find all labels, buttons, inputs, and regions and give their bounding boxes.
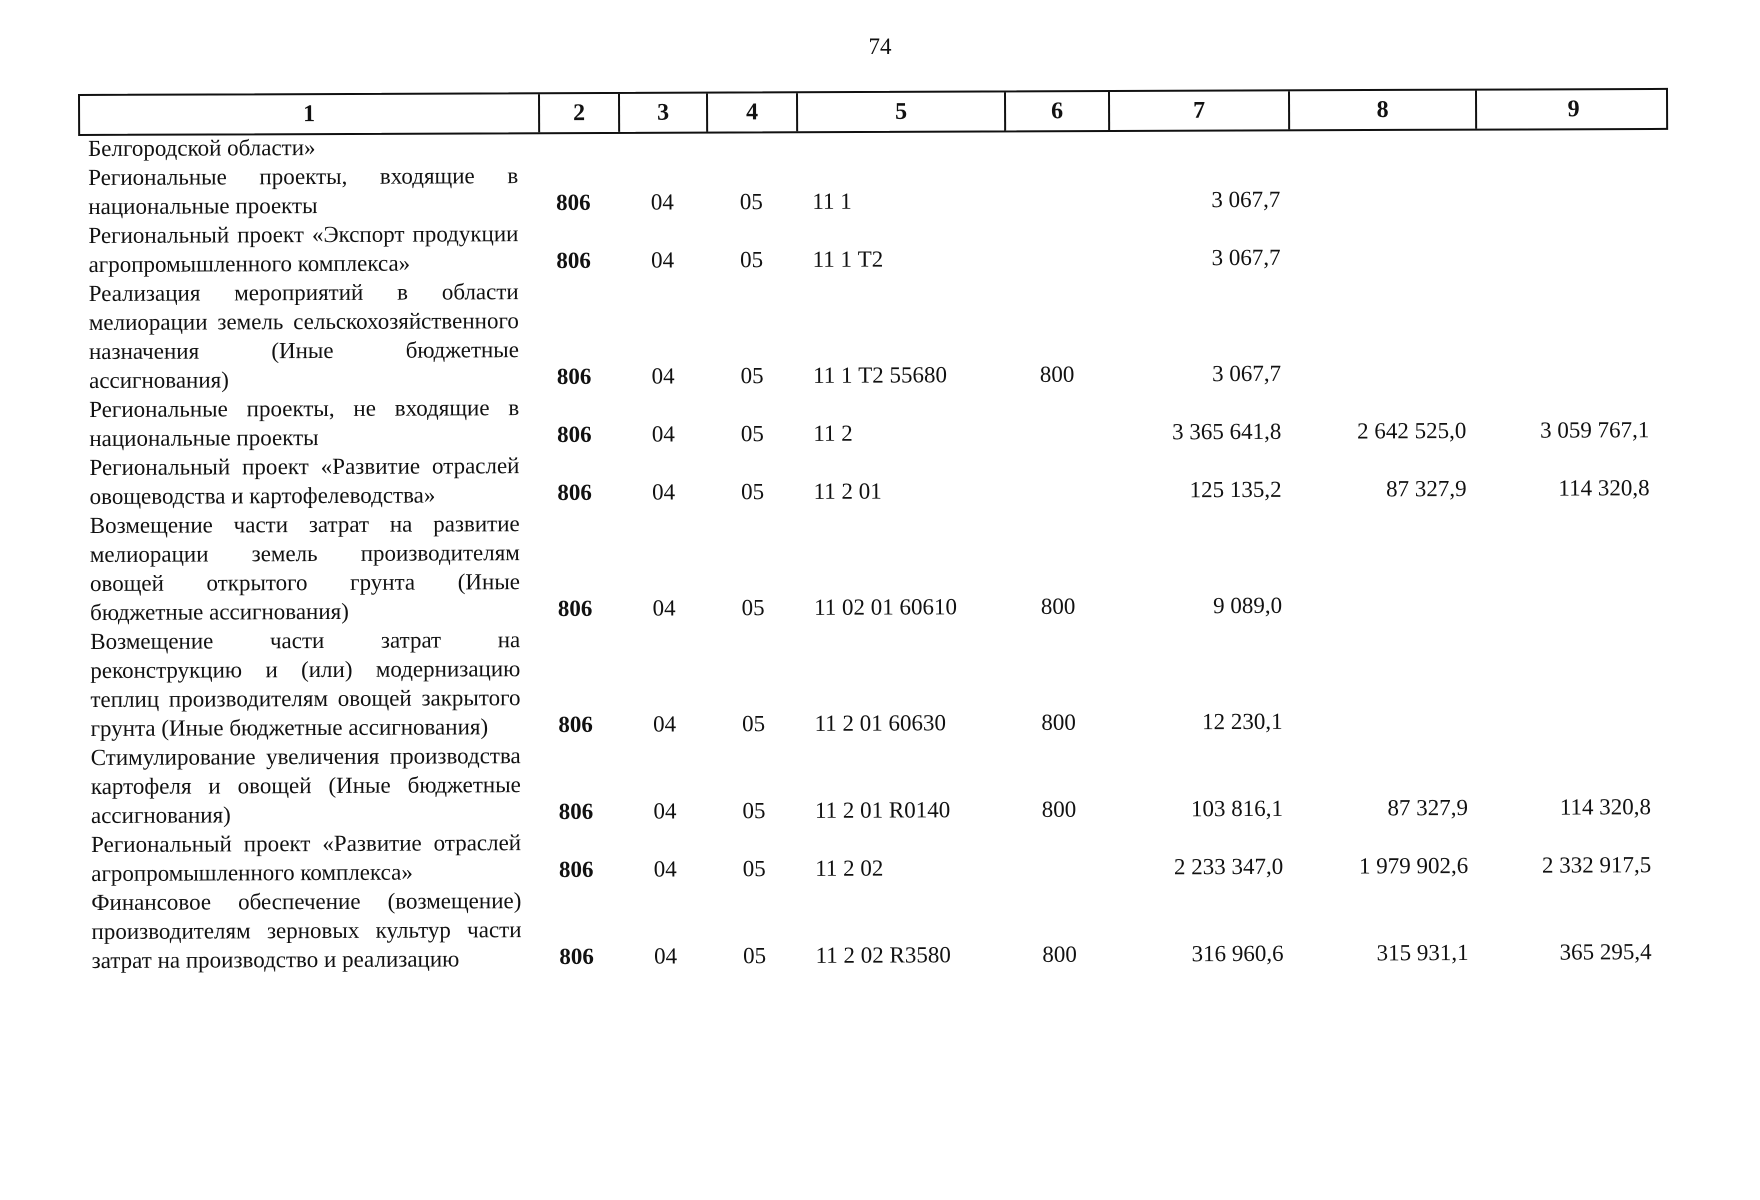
row-pr: 05: [739, 247, 764, 273]
row-vr: 800: [1040, 593, 1076, 619]
table-row: [90, 620, 1680, 743]
page-number: 74: [868, 34, 892, 59]
row-name: Белгородской области»: [88, 135, 316, 161]
row-y1: 316 960,6: [1191, 940, 1284, 967]
row-y3: 3 059 767,1: [1540, 417, 1650, 443]
row-y2: 1 979 902,6: [1358, 852, 1469, 879]
row-pr: 05: [742, 711, 766, 737]
row-name: Возмещение части затрат на развитие мелиорации земель производителям овощей открытого грунта (Иные бюджетные ассигнования): [89, 511, 521, 625]
row-rz: 04: [651, 421, 675, 447]
row-ved: 806: [555, 189, 591, 215]
row-csr: 11 2 01 R0140: [814, 797, 951, 823]
row-y2: 87 327,9: [1386, 475, 1467, 502]
row-rz: 04: [653, 711, 677, 737]
row-ved: [528, 159, 618, 161]
row-vr: 800: [1039, 361, 1075, 387]
row-pr: 05: [742, 798, 766, 824]
table-row: [89, 272, 1679, 395]
row-rz: 04: [653, 856, 677, 882]
row-ved: 806: [556, 363, 592, 389]
row-csr: 11 1: [812, 188, 852, 214]
row-y3: 2 332 917,5: [1541, 852, 1652, 878]
row-y2: 315 931,1: [1376, 939, 1469, 966]
row-pr: [706, 158, 796, 160]
row-rz: [618, 158, 706, 160]
row-vr: 800: [1041, 709, 1076, 735]
row-y1: 3 067,7: [1211, 244, 1281, 271]
header-col-6: 6: [1006, 92, 1110, 130]
table-row: [91, 823, 1681, 888]
row-rz: 04: [651, 363, 675, 389]
row-y1: 3 067,7: [1211, 186, 1281, 213]
row-ved: 806: [557, 595, 593, 621]
row-name: Реализация мероприятий в области мелиорации земель сельскохозяйственного назначения (Иные бюджетные ассигнования): [88, 279, 519, 393]
table-row: [91, 881, 1681, 975]
header-col-5: 5: [798, 92, 1006, 131]
row-pr: 05: [740, 421, 764, 447]
header-col-8: 8: [1290, 91, 1477, 130]
row-rz: 04: [653, 798, 677, 824]
row-name: Региональные проекты, входящие в национальные проекты: [88, 163, 519, 219]
row-y1: 3 067,7: [1212, 360, 1282, 387]
row-vr: 800: [1041, 796, 1077, 822]
row-y3: 114 320,8: [1559, 794, 1652, 820]
row-y1: 125 135,2: [1189, 476, 1282, 503]
row-ved: 806: [558, 798, 594, 824]
row-pr: 05: [740, 363, 764, 389]
row-csr: 11 1 Т2 55680: [813, 362, 948, 388]
row-ved: 806: [559, 943, 594, 969]
row-y1: 103 816,1: [1190, 795, 1284, 822]
table-row: [88, 214, 1678, 279]
row-pr: 05: [742, 856, 766, 882]
row-csr: 11 2 01 60630: [814, 710, 947, 736]
row-rz: 04: [650, 189, 674, 215]
row-y3: 365 295,4: [1559, 939, 1652, 965]
row-y1: 9 089,0: [1213, 592, 1283, 619]
row-ved: 806: [556, 247, 591, 273]
row-csr: 11 2 01: [813, 478, 882, 504]
row-ved: 806: [557, 421, 592, 447]
header-col-3: 3: [620, 94, 708, 132]
row-csr: 11 2 02: [815, 855, 884, 881]
header-col-9: 9: [1567, 95, 1580, 122]
row-csr: 11 2: [813, 420, 853, 446]
header-col-1: 1: [80, 94, 540, 134]
table-row: [91, 736, 1681, 830]
row-y1: 3 365 641,8: [1172, 418, 1282, 445]
row-y2: 2 642 525,0: [1357, 417, 1467, 444]
row-rz: 04: [652, 479, 676, 505]
row-pr: 05: [743, 943, 767, 969]
row-pr: 05: [741, 479, 765, 505]
row-ved: 806: [558, 856, 594, 882]
row-y1: 2 233 347,0: [1173, 853, 1284, 880]
row-name: Региональные проекты, не входящие в национальные проекты: [89, 395, 520, 451]
row-vr: 800: [1042, 941, 1077, 967]
row-name: Возмещение части затрат на реконструкцию и (или) модернизацию теплиц производителям овощей закрытого грунта (Иные бюджетные ассигнования): [90, 627, 521, 741]
row-y3: 114 320,8: [1558, 475, 1650, 501]
row-name: Региональный проект «Развитие отраслей овощеводства и картофелеводства»: [89, 453, 520, 509]
header-col-7: 7: [1110, 91, 1290, 130]
header-col-2: 2: [540, 94, 620, 132]
row-ved: 806: [558, 711, 593, 737]
row-name: Региональный проект «Развитие отраслей агропромышленного комплекса»: [91, 830, 522, 886]
row-pr: 05: [739, 189, 763, 215]
header-col-4: 4: [708, 93, 798, 131]
row-rz: 04: [654, 943, 678, 969]
table-row: [90, 504, 1680, 627]
row-ved: 806: [557, 479, 592, 505]
table-row: [89, 388, 1679, 453]
row-csr: 11 02 01 60610: [814, 594, 958, 620]
row-pr: 05: [741, 595, 765, 621]
row-name: Региональный проект «Экспорт продукции агропромышленного комплекса»: [88, 221, 519, 277]
row-y1: 12 230,1: [1202, 708, 1283, 735]
row-name: Финансовое обеспечение (возмещение) производителям зерновых культур части затрат на производство и реализацию: [91, 888, 522, 973]
row-y2: 87 327,9: [1387, 794, 1469, 821]
row-rz: 04: [652, 595, 676, 621]
row-name: Стимулирование увеличения производства картофеля и овощей (Иные бюджетные ассигнования): [90, 743, 521, 828]
row-csr: 11 1 Т2: [812, 246, 884, 272]
row-rz: 04: [651, 247, 675, 273]
table-row: [89, 446, 1679, 511]
table-body: [88, 127, 1682, 975]
table-row: [88, 156, 1678, 221]
row-csr: 11 2 02 R3580: [815, 942, 951, 968]
